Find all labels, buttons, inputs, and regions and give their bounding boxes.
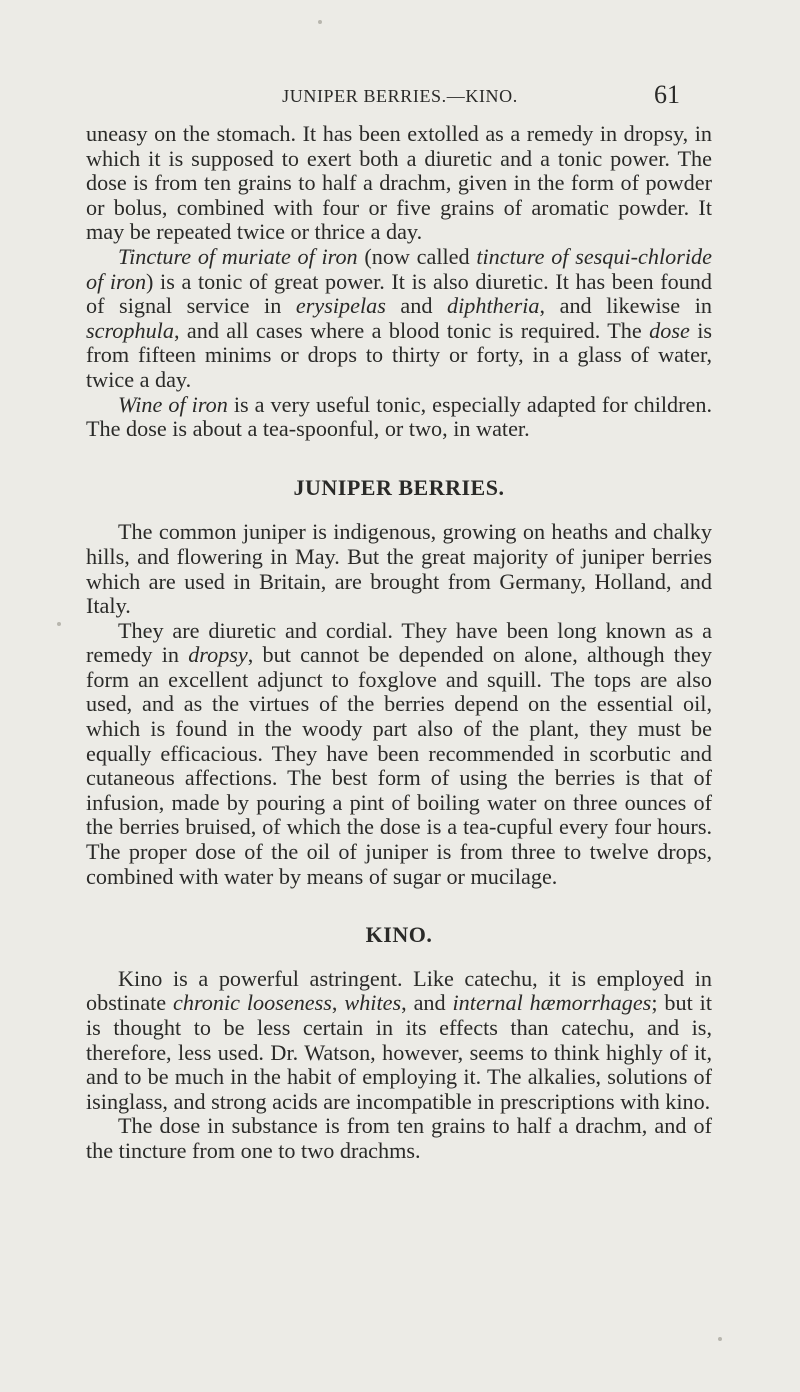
paragraph-juniper-uses xyxy=(86,619,712,890)
italic-term: chronic looseness xyxy=(173,990,332,1016)
text-run: , but cannot be depended on alone, although they form an excellent adjunct to foxglove and squill. The tops are also used, and as the virtues of the berries depend on the essential oil, which is found in the woody part also of the plant, they must be equally efficacious. They have been recommended in scorbutic and cutaneous affections. The best form of using the berries is that of infusion, made by pouring a pint of boiling water on three ounces of the berries bruised, of which the dose is a tea-cupful every four hours. The proper dose of the oil of juniper is from three to twelve drops, combined with water by means of sugar or mucilage. xyxy=(86,642,713,889)
text-run: They are diuretic and cordial. They have been long known as a remedy in xyxy=(86,617,712,668)
ink-speck xyxy=(718,1337,722,1341)
italic-term: diphtheria xyxy=(447,293,540,319)
text-run: is from fifteen minims or drops to thirty or forty, in a glass of water, twice a day. xyxy=(86,317,712,392)
italic-term: dose xyxy=(649,317,690,343)
body-text xyxy=(86,122,712,1164)
text-run: The common juniper is indigenous, growing on heaths and chalky hills, and flowering in May. But the great majority of juniper berries which are used in Britain, are brought from Germany, Holland, and Italy. xyxy=(86,519,712,619)
text-run: and xyxy=(385,293,448,319)
italic-term: whites xyxy=(344,990,402,1016)
paragraph-wine-iron xyxy=(86,393,712,442)
text-run: (now called xyxy=(357,243,477,269)
paragraph-kino-uses xyxy=(86,967,712,1115)
text-run: , and xyxy=(401,990,453,1016)
italic-term: scrophula xyxy=(86,317,174,343)
text-run: ; but it is thought to be less certain in its effects than catechu, and is, therefore, less used. Dr. Watson, however, seems to think highly of it, and to be much in the habit of employing it. The alkalies, solutions of isinglass, and strong acids are incompatible in prescriptions with kino. xyxy=(86,990,712,1114)
paragraph-juniper-origin xyxy=(86,520,712,618)
paragraph-kino-dose xyxy=(86,1114,712,1163)
italic-term: erysipelas xyxy=(295,293,386,319)
text-run: , xyxy=(331,990,345,1016)
italic-term: Wine of iron xyxy=(118,391,228,417)
ink-speck xyxy=(318,20,322,24)
italic-term: dropsy xyxy=(188,642,248,668)
italic-term: tincture of sesqui-chloride of iron xyxy=(86,243,712,294)
running-title: JUNIPER BERRIES.—KINO. xyxy=(282,86,518,106)
text-run: , and likewise in xyxy=(539,293,712,319)
page-number: 61 xyxy=(654,80,680,109)
ink-speck xyxy=(57,622,61,626)
paragraph-iron-dose xyxy=(86,122,712,245)
text-run: is a very useful tonic, especially adapted for children. The dose is about a tea-spoonful, or two, in water. xyxy=(86,391,712,442)
italic-term: Tincture of muriate of iron xyxy=(118,243,358,269)
text-run: ) is a tonic of great power. It is also diuretic. It has been found of signal service in xyxy=(86,268,712,319)
section-heading-juniper-berries: JUNIPER BERRIES. xyxy=(293,474,505,500)
section-heading-kino: KINO. xyxy=(365,922,433,948)
text-run: , and all cases where a blood tonic is required. The xyxy=(173,317,650,343)
italic-term: internal hæmorrhages xyxy=(452,990,652,1016)
running-head xyxy=(120,78,680,108)
paragraph-tincture-iron xyxy=(86,245,712,393)
text-run: The dose in substance is from ten grains to half a drachm, and of the tincture from one to two drachms. xyxy=(86,1113,712,1163)
text-run: Kino is a powerful astringent. Like catechu, it is employed in obstinate xyxy=(86,965,712,1016)
text-run: uneasy on the stomach. It has been extolled as a remedy in dropsy, in which it is supposed to exert both a diuretic and a tonic power. The dose is from ten grains to half a drachm, given in the form of powder or bolus, combined with four or five grains of aromatic powder. It may be repeated twice or thrice a day. xyxy=(86,121,712,245)
